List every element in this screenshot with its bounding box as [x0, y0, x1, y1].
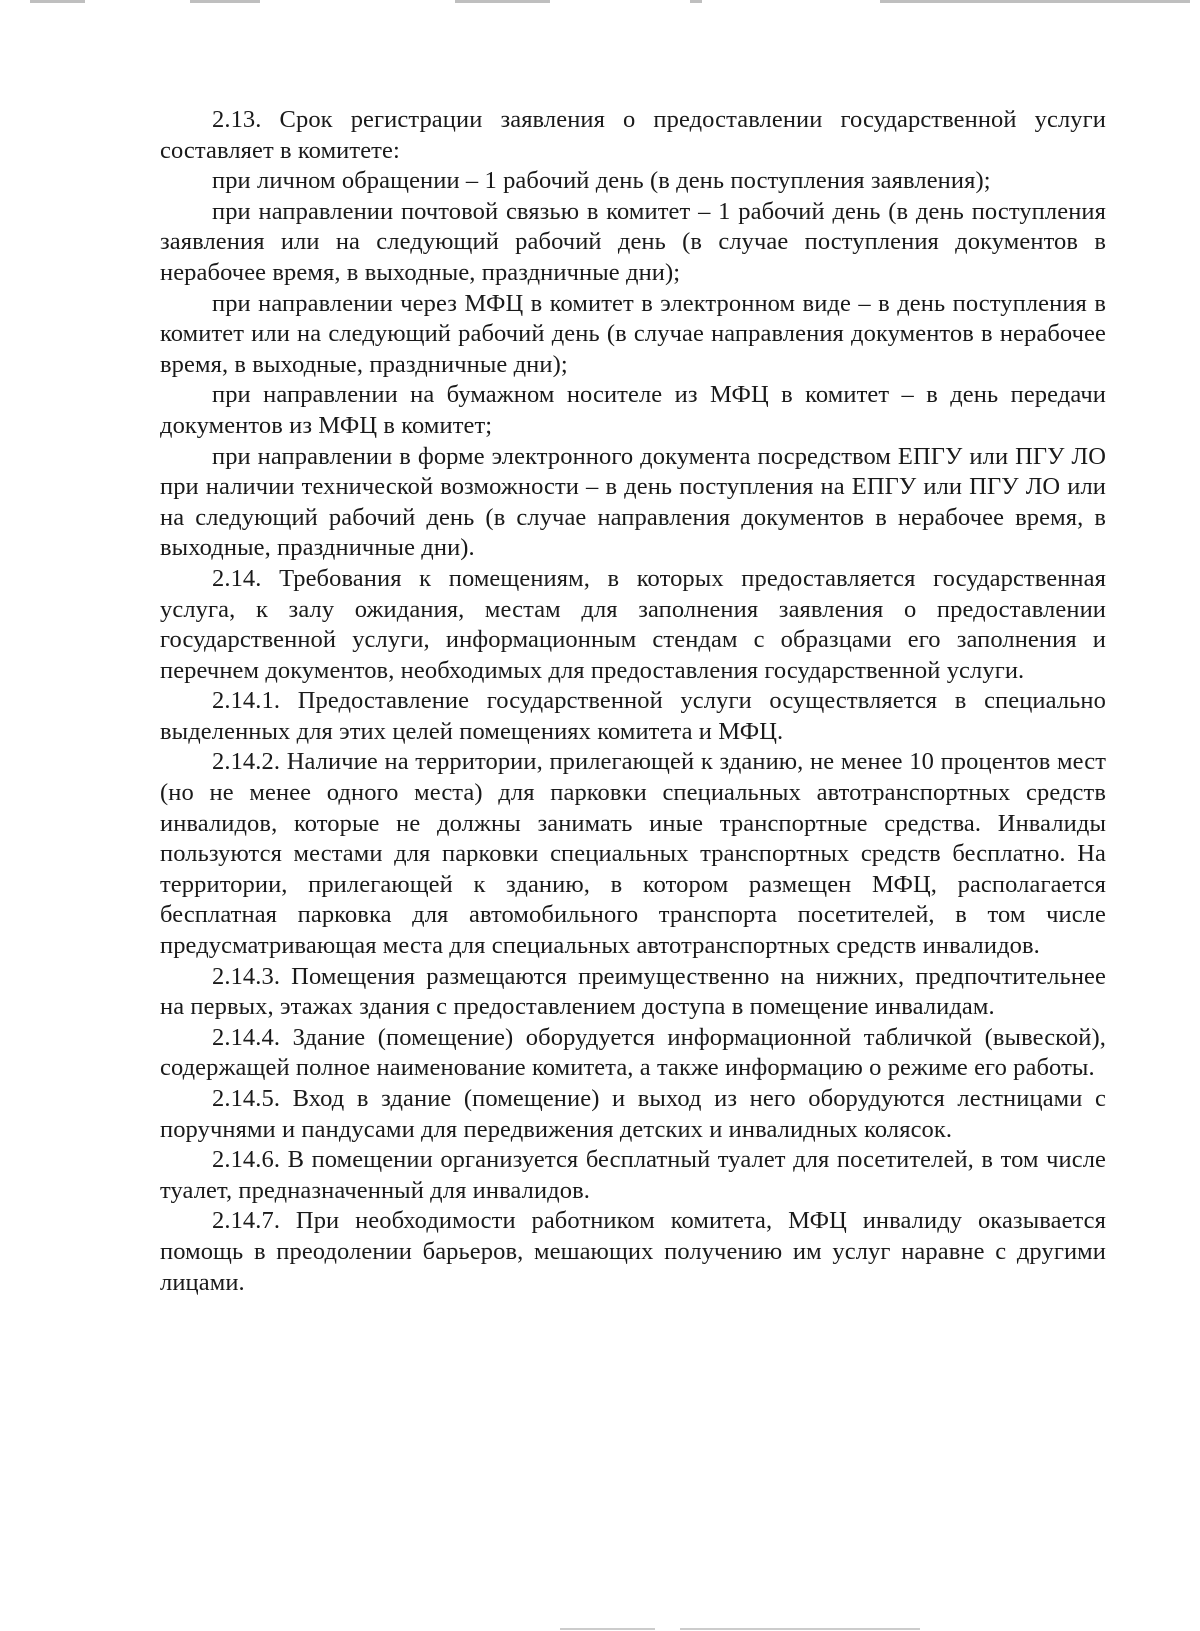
paragraph-2-14-7: 2.14.7. При необходимости работником комитета, МФЦ инвалиду оказывается помощь в преодолении барьеров, мешающих получению им услуг наравне с другими лицами.: [160, 1207, 1106, 1296]
paragraph-2-14-4: 2.14.4. Здание (помещение) оборудуется информационной табличкой (вывеской), содержащей полное наименование комитета, а также информацию о режиме его работы.: [160, 1023, 1106, 1082]
paragraph-mfc-electronic: при направлении через МФЦ в комитет в электронном виде – в день поступления в комитет или на следующий рабочий день (в случае направления документов в нерабочее время, в выходные, праздничные дни);: [160, 289, 1106, 378]
paragraph-2-13: 2.13. Срок регистрации заявления о предоставлении государственной услуги составляет в комитете:: [160, 106, 1106, 164]
paragraph-2-14-3: 2.14.3. Помещения размещаются преимущественно на нижних, предпочтительнее на первых, этажах здания с предоставлением доступа в помещение инвалидам.: [160, 962, 1106, 1021]
paragraph-2-14: 2.14. Требования к помещениям, в которых предоставляется государственная услуга, к залу ожидания, местам для заполнения заявления о предоставлении государственной услуги, информационным стендам с образцами его заполнения и перечнем документов, необходимых для предоставления государственной услуги.: [160, 564, 1106, 684]
paragraph-2-14-6: 2.14.6. В помещении организуется бесплатный туалет для посетителей, в том числе туалет, предназначенный для инвалидов.: [160, 1146, 1106, 1204]
scan-edge-top: [0, 0, 1200, 10]
scan-edge-bottom: [0, 1621, 1200, 1631]
paragraph-2-14-2: 2.14.2. Наличие на территории, прилегающей к зданию, не менее 10 процентов мест (но не менее одного места) для парковки специальных автотранспортных средств инвалидов, которые не должны занимать иные транспортные средства. Инвалиды пользуются местами для парковки специальных транспортных средств бесплатно. На территории, прилегающей к зданию, в котором размещен МФЦ, располагается бесплатная парковка для автомобильного транспорта посетителей, в том числе предусматривающая места для специальных автотранспортных средств инвалидов.: [160, 748, 1106, 960]
paragraph-2-14-5: 2.14.5. Вход в здание (помещение) и выход из него оборудуются лестницами с поручнями и пандусами для передвижения детских и инвалидных колясок.: [160, 1085, 1106, 1143]
paragraph-postal: при направлении почтовой связью в комитет – 1 рабочий день (в день поступления заявления или на следующий рабочий день (в случае поступления документов в нерабочее время, в выходные, праздничные дни);: [160, 197, 1106, 286]
document-page: [160, 105, 1106, 1298]
paragraph-personal-visit: при личном обращении – 1 рабочий день (в день поступления заявления);: [212, 167, 991, 195]
paragraph-mfc-paper: при направлении на бумажном носителе из МФЦ в комитет – в день передачи документов из МФЦ в комитет;: [160, 381, 1106, 439]
paragraph-epgu: при направлении в форме электронного документа посредством ЕПГУ или ПГУ ЛО при наличии технической возможности – в день поступления на ЕПГУ или ПГУ ЛО или на следующий рабочий день (в случае направления документов в нерабочее время, в выходные, праздничные дни).: [160, 442, 1106, 562]
paragraph-2-14-1: 2.14.1. Предоставление государственной услуги осуществляется в специально выделенных для этих целей помещениях комитета и МФЦ.: [160, 687, 1106, 745]
